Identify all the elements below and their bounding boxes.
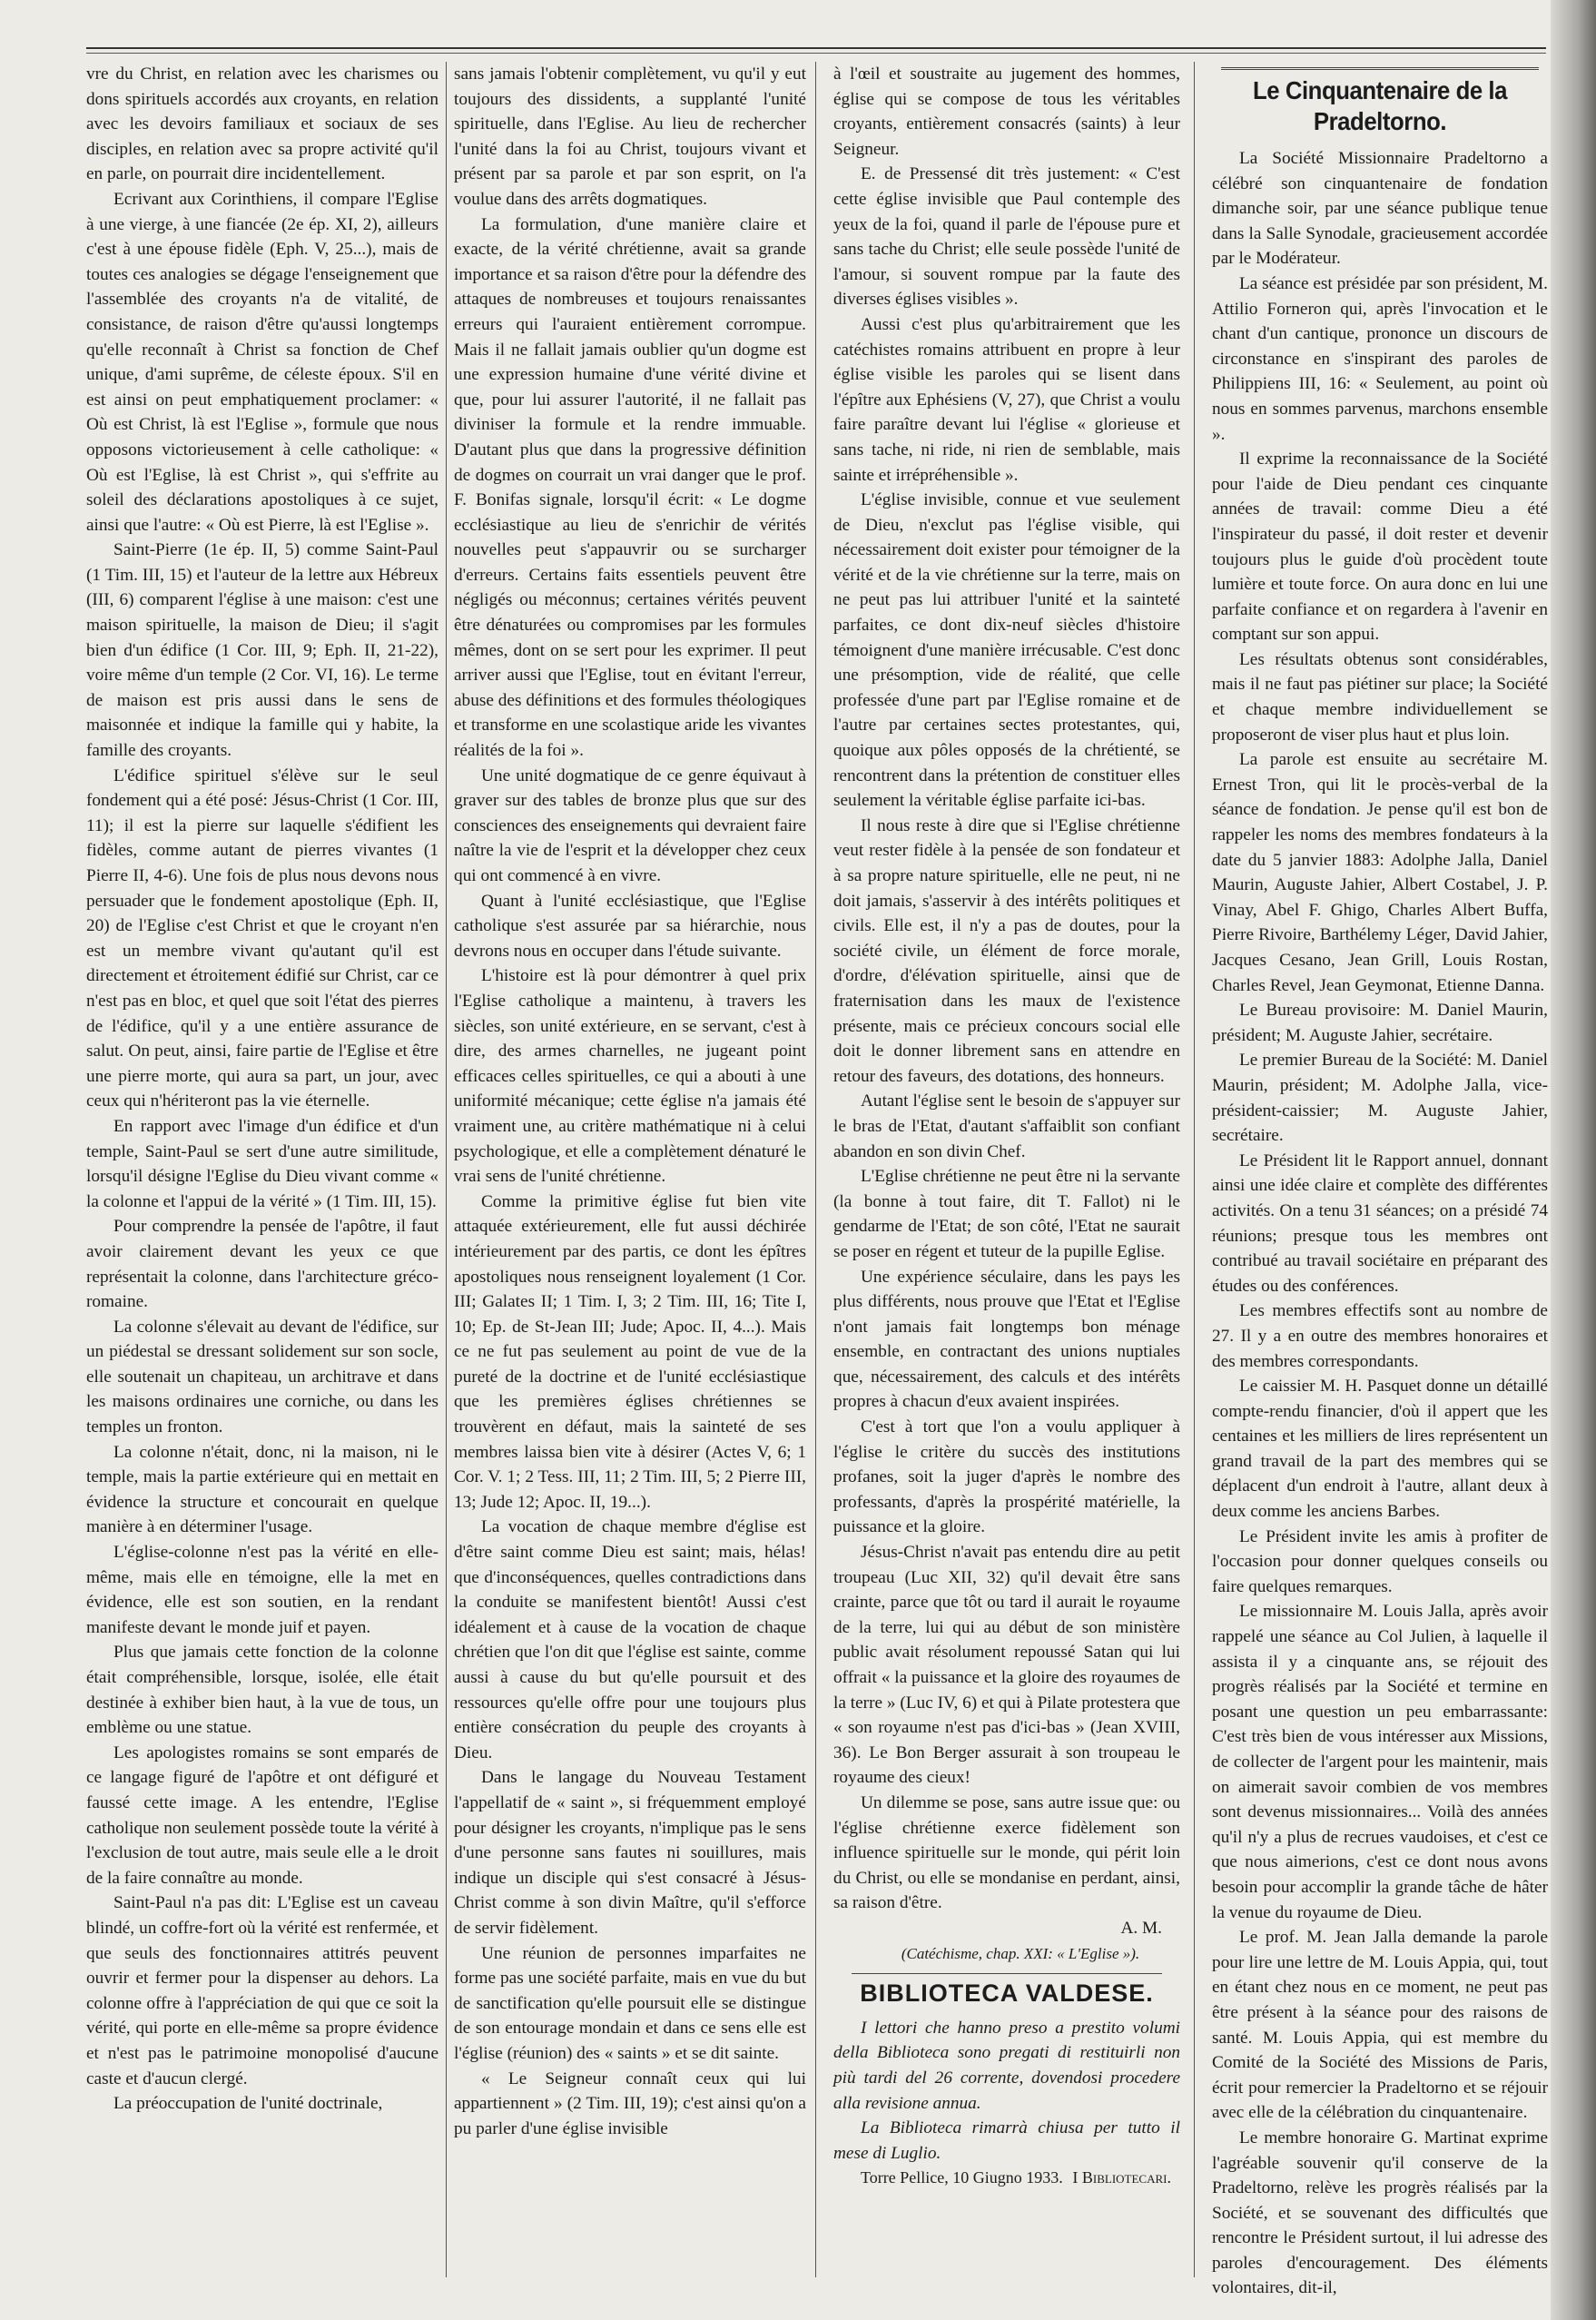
column-4	[1212, 62, 1548, 2298]
column-1	[86, 62, 438, 2277]
article-headline: Le Cinquantenaire de la Pradeltorno.	[1252, 76, 1507, 135]
paragraph: Le missionnaire M. Louis Jalla, après avoir rappelé une séance au Col Julien, à laquelle il assista il y a cinquante ans, se réjouit des progrès réalisés par la Société et termine en posant une question un peu embarrassante: C'est très bien de vous intéresser aux Missions, de collecter de l'argent pour les maintenir, mais on aimerait savoir combien de vos membres sont devenus missionnaires... Voilà des années qu'il n'y a plus de recrues vaudoises, et c'est ce que nous aimerions, c'est ce dont nous avons besoin pour accomplir la grande tâche de hâter la venue du royaume de Dieu.	[1212, 1602, 1548, 1922]
paragraph: Autant l'église sent le besoin de s'appuyer sur le bras de l'Etat, d'autant s'affaiblit son confiant abandon en son divin Chef.	[833, 1091, 1180, 1161]
paragraph: La préoccupation de l'unité doctrinale,	[113, 2094, 383, 2114]
biblioteca-notice: I lettori che hanno preso a prestito volumi della Biblioteca sono pregati di restituirli non più tardi del 26 corrente, dovendosi procedere alla revisione annua.	[833, 2018, 1180, 2113]
paragraph: à l'œil et soustraite au jugement des hommes, église qui se compose de tous les véritables croyants, entièrement consacrés (saints) à leur Seigneur.	[833, 64, 1180, 159]
paragraph: L'édifice spirituel s'élève sur le seul fondement qui a été posé: Jésus-Christ (1 Cor. III, 11); il est la pierre sur laquelle s'édifient les fidèles, comme autant de pierres vivantes (1 Pierre II, 4-6). Une fois de plus nous devons nous persuader que le fondement apostolique (Eph. II, 20) de l'Eglise c'est Christ et que le croyant n'en est un membre vivant qu'autant qu'il est directement et étroitement édifié sur Christ, car ce n'est pas en bloc, et quel que soit l'état des pierres de l'édifice, qu'il y a une entière assurance de salut. On peut, ainsi, faire partie de l'Eglise et être une pierre morte, qui aura sa part, un jour, avec ceux qui n'hériteront pas la vie éternelle.	[86, 765, 438, 1111]
paragraph: Aussi c'est plus qu'arbitrairement que les catéchistes romains attribuent en propre à leur église visible les paroles qui se lisent dans l'épître aux Ephésiens (V, 27), que Christ a voulu faire paraître devant lui l'église « glorieuse et sans tache, ni ride, ni rien de semblable, mais sainte et irrépréhensible ».	[833, 314, 1180, 485]
paragraph: Le premier Bureau de la Société: M. Daniel Maurin, président; M. Adolphe Jalla, vice-président-caissier; M. Auguste Jahier, secrétaire.	[1212, 1051, 1548, 1146]
biblioteca-heading: BIBLIOTECA VALDESE.	[860, 1979, 1154, 2008]
column-divider	[815, 62, 816, 2277]
paragraph: Ecrivant aux Corinthiens, il compare l'Eglise à une vierge, à une fiancée (2e ép. XI, 2), ailleurs c'est à une épouse fidèle (Eph. V, 25...), mais de toutes ces analogies se dégage l'enseignement que l'assemblée des croyants n'a de vitalité, de consistance, de raison d'être qu'aussi longtemps qu'elle reconnaît à Christ sa fonction de Chef unique, d'ami suprême, de céleste époux. S'il en est ainsi on peut emphatiquement proclamer: « Où est Christ, là est l'Eglise », formule que nous opposons victorieusement à celle catholique: « Où est l'Eglise, là est Christ », qui s'effrite au soleil des déclarations apostoliques à ce sujet, ainsi que l'autre: « Où est Pierre, là est l'Eglise ».	[86, 189, 438, 535]
article-citation: (Catéchisme, chap. XXI: « L'Eglise »).	[901, 1944, 1140, 1962]
paragraph: Saint-Paul n'a pas dit: L'Eglise est un caveau blindé, un coffre-fort où la vérité est renfermée, et que seuls des fonctionnaires attitrés peuvent ouvrir et fermer pour la dispenser au dehors. La colonne offre à l'appréciation de qui que ce soit la vérité, qui porte en elle-même sa propre évidence et n'est pas le patrimoine monopolisé d'aucune caste et d'aucun clergé.	[86, 1893, 438, 2088]
paragraph: Pour comprendre la pensée de l'apôtre, il faut avoir clairement devant les yeux ce que représentait la colonne, dans l'architecture gréco-romaine.	[86, 1217, 438, 1312]
paragraph: Une expérience séculaire, dans les pays les plus différents, nous prouve que l'Etat et l'Eglise n'ont jamais fait longtemps bon ménage ensemble, en contractant des unions nuptiales que, nécessairement, des calculs et des intérêts propres à chacun d'eux avaient inspirées.	[833, 1267, 1180, 1412]
paragraph: L'Eglise chrétienne ne peut être ni la servante (la bonne à tout faire, dit T. Fallot) ni le gendarme de l'Etat; de son côté, l'Etat ne saurait se poser en régent et tuteur de la pupille Eglise.	[833, 1167, 1180, 1261]
paragraph: Le prof. M. Jean Jalla demande la parole pour lire une lettre de M. Louis Appia, qui, tout en étant chez nous en ce moment, ne peut pas être présent à la séance pour des raisons de santé. M. Louis Appia, qui est membre du Comité de la Société des Missions de Paris, écrit pour remercier la Pradeltorno et se réjouir avec elle de la célébration du cinquantenaire.	[1212, 1928, 1548, 2123]
paragraph: Les membres effectifs sont au nombre de 27. Il y a en outre des membres honoraires et des membres correspondants.	[1212, 1301, 1548, 1371]
paragraph: L'église invisible, connue et vue seulement de Dieu, n'exclut pas l'église visible, qui nécessairement doit exister pour témoigner de la vérité et de la vie chrétienne sur la terre, mais on ne peut pas lui attribuer l'unité et la sainteté parfaites, ce dont dix-neuf siècles d'histoire témoignent d'une manière irrécusable. C'est donc une présomption, vide de réalité, que celle professée d'une part par l'Eglise romaine et de l'autre par certaines sectes protestantes, qui, quoique aux pôles opposés de la chrétienté, se rencontrent dans la prétention de constituer elles seulement la véritable église parfaite ici-bas.	[833, 490, 1180, 811]
paragraph: Dans le langage du Nouveau Testament l'appellatif de « saint », si fréquemment employé pour désigner les croyants, n'implique pas le sens d'une personne sans fautes ni souillures, mais indique un disciple qui s'est consacré à Jésus-Christ comme à son divin Maître, qu'il s'efforce de servir fidèlement.	[454, 1768, 806, 1938]
paragraph: La formulation, d'une manière claire et exacte, de la vérité chrétienne, avait sa grande importance et sa raison d'être pour la défendre des attaques de nombreuses et toujours renaissantes erreurs qui l'auraient entièrement corrompue. Mais il ne fallait jamais oublier qu'un dogme est une expression humaine d'une vérité divine et que, pour lui assurer l'autorité, il ne fallait pas diviniser la formule et la rendre immuable. D'autant plus que dans la progressive définition de dogmes on courrait un vrai danger que le prof. F. Bonifas signale, lorsqu'il écrit: « Le dogme ecclésiastique au lieu de s'enrichir de vérités nouvelles peut s'appauvrir ou se surcharger d'erreurs. Certains faits essentiels peuvent être négligés ou méconnus; certaines vérités peuvent être dénaturées ou compromises par les formules mêmes, dont on se sert pour les exprimer. Il peut arriver aussi que l'Eglise, tout en évitant l'erreur, abuse des définitions et des formules théologiques et transforme en une scolastique aride les vivantes réalités de la foi ».	[454, 214, 806, 761]
paragraph: Le Président lit le Rapport annuel, donnant ainsi une idée claire et complète des différentes activités. On a tenu 31 séances; on a présidé 74 réunions; presque tous les membres ont contribué au travail sociétaire en préparant des études ou des conférences.	[1212, 1150, 1548, 1296]
biblioteca-signature: I Bibliotecari.	[1072, 2168, 1171, 2187]
paragraph: Plus que jamais cette fonction de la colonne était compréhensible, lorsque, isolée, elle était destinée à exhiber bien haut, à la vue de tous, un emblème ou une statue.	[86, 1643, 438, 1738]
paragraph: Le Bureau provisoire: M. Daniel Maurin, président; M. Auguste Jahier, secrétaire.	[1212, 1001, 1548, 1045]
heading-rule	[1221, 67, 1539, 70]
paragraph: La Société Missionnaire Pradeltorno a célébré son cinquantenaire de fondation dimanche soir, par une séance publique tenue dans la Salle Synodale, gracieusement accordée par le Modérateur.	[1212, 149, 1548, 269]
paragraph: Comme la primitive église fut bien vite attaquée extérieurement, elle fut aussi déchirée intérieurement par des partis, ce dont les épîtres apostoliques nous renseignent loyalement (1 Cor. III; Galates II; 1 Tim. I, 3; 2 Tim. III, 16; Tite I, 10; Ep. de St-Jean III; Jude; Apoc. II, 4...). Mais ce ne fut pas seulement au point de vue de la pureté de la doctrine et de l'unité ecclésiastique que les premières églises chrétiennes se trouvèrent en défaut, mais la sainteté de ses membres laissa bien vite à désirer (Actes V, 6; 1 Cor. V. 1; 2 Tess. III, 11; 2 Tim. III, 5; 2 Pierre III, 13; Jude 12; Apoc. II, 19...).	[454, 1191, 806, 1512]
biblioteca-date: Torre Pellice, 10 Giugno 1933.	[861, 2168, 1063, 2187]
paragraph: L'histoire est là pour démontrer à quel prix l'Eglise catholique a maintenu, à travers les siècles, son unité extérieure, en se servant, c'est à dire, des armes charnelles, ne jugeant point efficaces celles spirituelles, ce qui a abouti à une uniformité mécanique; cette église n'a jamais été vraiment une, au critère mathématique ni à celui psychologique, et elle a complètement dénaturé le vrai sens de l'unité chrétienne.	[454, 966, 806, 1187]
paragraph: E. de Pressensé dit très justement: « C'est cette église invisible que Paul contemple des yeux de la foi, quand il parle de l'épouse pure et sans tache du Christ; elle seule possède l'unité de l'amour, si souvent rompue par la faute des diverses églises visibles ».	[833, 164, 1180, 310]
paragraph: Une réunion de personnes imparfaites ne forme pas une société parfaite, mais en vue du but de sanctification qu'elle poursuit elle se distingue de son entourage mondain et dans ce sens elle est l'église (réunion) des « saints » et se dit sainte.	[454, 1943, 806, 2063]
biblioteca-note: La Biblioteca rimarrà chiusa per tutto il mese di Luglio.	[833, 2118, 1180, 2163]
paragraph: Les résultats obtenus sont considérables, mais il ne faut pas piétiner sur place; la Société et chaque membre individuellement se proposeront de viser plus haut et plus loin.	[1212, 649, 1548, 745]
paragraph: La parole est ensuite au secrétaire M. Ernest Tron, qui lit le procès-verbal de la séance de fondation. Je pense qu'il est bon de rappeler les noms des membres fondateurs à la date du 5 janvier 1883: Adolphe Jalla, Daniel Maurin, Auguste Jahier, Albert Costabel, J. P. Vinay, Abel F. Ghigo, Charles Albert Buffa, Pierre Rivoire, Barthélemy Léger, David Jahier, Jacques Cesano, Jean Grill, Louis Rostan, Charles Revel, Jean Geymonat, Etienne Danna.	[1212, 750, 1548, 995]
paragraph: Jésus-Christ n'avait pas entendu dire au petit troupeau (Luc XII, 32) qu'il devait être sans crainte, parce que tôt ou tard il aurait le royaume de la terre, lui qui au début de son ministère public avait résolument repoussé Satan qui lui offrait « la puissance et la gloire des royaumes de la terre » (Luc IV, 6) et qui à Pilate protestera que « son royaume n'est pas d'ici-bas » (Jean XVIII, 36). Le Bon Berger assurait à son troupeau le royaume des cieux!	[833, 1543, 1180, 1788]
paragraph: Un dilemme se pose, sans autre issue que: ou l'église chrétienne exerce fidèlement son influence spirituelle sur le monde, qui périt loin du Christ, ou elle se mondanise en perdant, ainsi, sa raison d'être.	[833, 1792, 1180, 1913]
paragraph: Une unité dogmatique de ce genre équivaut à graver sur des tables de bronze plus que sur des consciences des enseignements qui devraient faire naître la vie de l'esprit et la développer chez ceux qui ont commencé à en vivre.	[454, 765, 806, 885]
column-divider	[446, 62, 447, 2277]
paragraph: La vocation de chaque membre d'église est d'être saint comme Dieu est saint; mais, hélas! que d'inconséquences, quelles contradictions dans la conduite se manifestent bientôt! Aussi c'est idéalement et à cause de la vocation de chaque chrétien que l'on dit que l'église est sainte, comme aussi à cause du but qu'elle poursuit et des ressources qu'elle offre pour une toujours plus entière consécration du peuple des croyants à Dieu.	[454, 1517, 806, 1762]
paragraph: Quant à l'unité ecclésiastique, que l'Eglise catholique s'est assurée par sa hiérarchie, nous devrons nous en occuper dans l'étude suivante.	[454, 891, 806, 961]
divider	[852, 1973, 1162, 1974]
column-3	[833, 62, 1180, 2277]
column-divider	[1194, 62, 1195, 2277]
paragraph: Le Président invite les amis à profiter de l'occasion pour donner quelques conseils ou faire quelques remarques.	[1212, 1526, 1548, 1596]
paragraph: vre du Christ, en relation avec les charismes ou dons spirituels accordés aux croyants, en relation avec les devoirs familiaux et sociaux de ses disciples, en relation avec sa propre activité qu'il en parle, on pourrait dire incidentellement.	[86, 64, 438, 184]
article-signature: A. M.	[1120, 1918, 1162, 1938]
paragraph: La colonne s'élevait au devant de l'édifice, sur un piédestal se dressant solidement sur son socle, elle soutenait un chapiteau, un architrave et dans les maisons ordinaires une corniche, ou dans les temples un fronton.	[86, 1317, 438, 1437]
biblioteca-signoff	[833, 2166, 1180, 2191]
paragraph: Les apologistes romains se sont emparés de ce langage figuré de l'apôtre et ont défiguré et faussé cette image. A les entendre, l'Eglise catholique non seulement possède toute la vérité à l'exclusion de tout autre, mais seule elle a le droit de la faire connaître au monde.	[86, 1742, 438, 1888]
paragraph: Le caissier M. H. Pasquet donne un détaillé compte-rendu financier, d'où il appert que les centaines et les milliers de lires représentent un grand travail de la part des membres qui se déplacent d'un endroit à l'autre, allant deux à deux comme les anciens Barbes.	[1212, 1377, 1548, 1522]
paragraph: Le membre honoraire G. Martinat exprime l'agréable souvenir qu'il conserve de la Pradeltorno, relève les progrès réalisés par la Société, et se souvenant des difficultés que rencontre le Président surtout, il lui adresse des paroles d'encouragement. Des éléments volontaires, dit-il,	[1212, 2127, 1548, 2298]
paragraph: La séance est présidée par son président, M. Attilio Forneron qui, après l'invocation et le chant d'un cantique, prononce un discours de circonstance en s'inspirant des paroles de Philippiens III, 16: « Seulement, au point où nous en sommes parvenus, marchons ensemble ».	[1212, 273, 1548, 444]
paragraph: Il exprime la reconnaissance de la Société pour l'aide de Dieu pendant ces cinquante années de travail: comme Dieu a été l'inspirateur du passé, il doit rester et devenir toujours plus le guide d'où procèdent toute lumière et toute force. On aura donc en lui une parfaite confiance et on regardera à l'avenir en comptant sur son appui.	[1212, 449, 1548, 645]
column-2	[454, 62, 806, 2277]
paragraph: « Le Seigneur connaît ceux qui lui appartiennent » (2 Tim. III, 19); c'est ainsi qu'on a pu parler d'une église invisible	[454, 2068, 806, 2138]
paragraph: C'est à tort que l'on a voulu appliquer à l'église le critère du succès des institutions profanes, soit la juger d'après le nombre des professants, d'après la prospérité matérielle, la puissance et la gloire.	[833, 1417, 1180, 1537]
page-edge-shadow	[1551, 0, 1596, 2320]
paragraph: La colonne n'était, donc, ni la maison, ni le temple, mais la partie extérieure qui en mettait en évidence la structure et concourait en quelque manière à en déterminer l'usage.	[86, 1442, 438, 1537]
top-rule	[86, 47, 1546, 49]
paragraph: Saint-Pierre (1e ép. II, 5) comme Saint-Paul (1 Tim. III, 15) et l'auteur de la lettre aux Hébreux (III, 6) comparent l'église à une maison: c'est une maison spirituelle, la maison de Dieu; il s'agit bien d'un édifice (1 Cor. III, 9; Eph. II, 21-22), voire même d'un temple (2 Cor. VI, 16). Le terme de maison est pris aussi dans le sens de maisonnée et indique la famille qui y habite, la famille des croyants.	[86, 540, 438, 761]
paragraph: Il nous reste à dire que si l'Eglise chrétienne veut rester fidèle à la pensée de son fondateur et à sa propre nature spirituelle, elle ne peut, ni ne doit jamais, s'asservir à des intérêts politiques et civils. Elle est, il n'y a pas de doutes, pour la société civile, un élément de force morale, d'ordre, d'élévation spirituelle, ainsi que de fraternisation dans les maux de l'existence présente, mais ce précieux concours social elle doit le donner librement sans en attendre en retour des faveurs, des dotations, des honneurs.	[833, 815, 1180, 1086]
paragraph: En rapport avec l'image d'un édifice et d'un temple, Saint-Paul se sert d'une autre similitude, lorsqu'il désigne l'Eglise du Dieu vivant comme « la colonne et l'appui de la vérité » (1 Tim. III, 15).	[86, 1116, 438, 1211]
paragraph: sans jamais l'obtenir complètement, vu qu'il y eut toujours des dissidents, a supplanté l'unité spirituelle, dans l'Eglise. Au lieu de rechercher l'unité dans la foi au Christ, toujours vivant et présent par sa parole et par son esprit, on l'a voulue dans des arrêts dogmatiques.	[454, 64, 806, 209]
paragraph: L'église-colonne n'est pas la vérité en elle-même, mais elle en témoigne, elle la met en évidence, elle est son soutien, en la rendant manifeste devant le monde juif et payen.	[86, 1543, 438, 1637]
top-rule-thin	[86, 53, 1546, 54]
